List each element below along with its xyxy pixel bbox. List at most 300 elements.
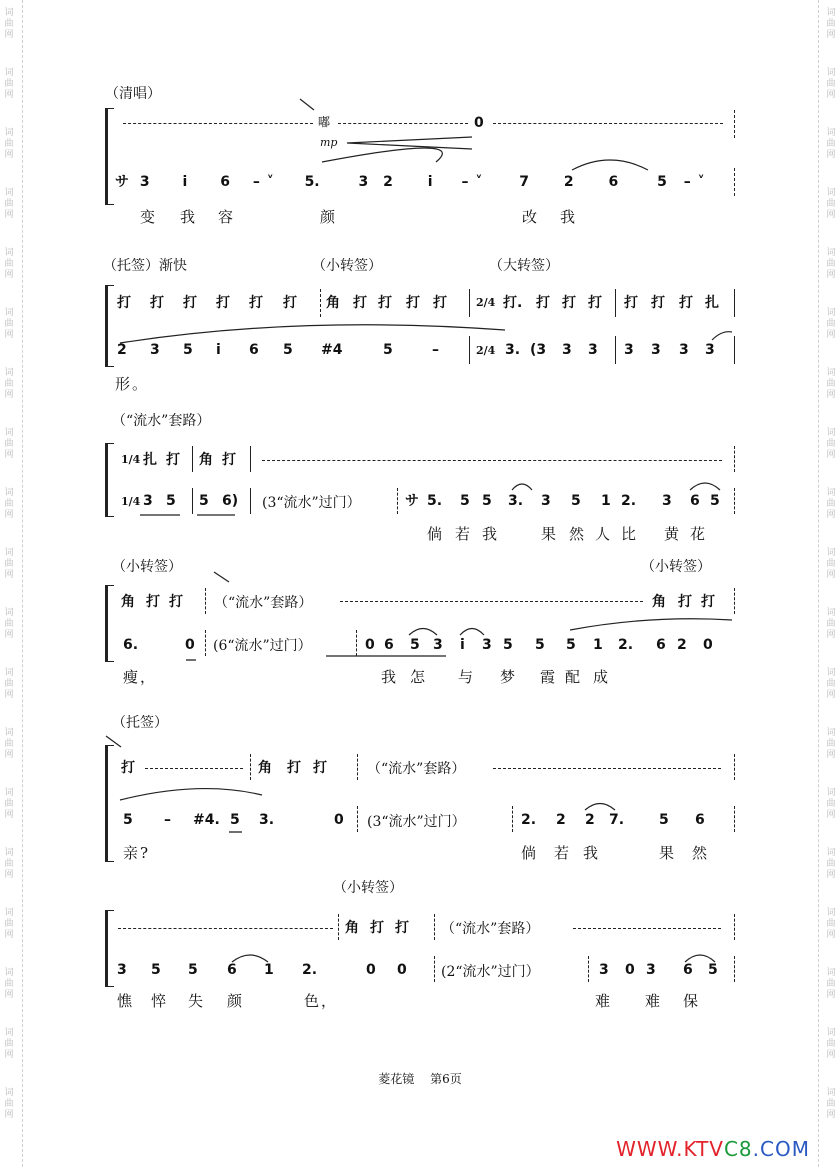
note: 5 [710,493,720,509]
note: 0 [365,637,375,653]
lyric: 花 [690,525,708,543]
interlude-label: (3“流水”过门） [367,814,466,830]
note: ˅ [697,174,705,190]
perc-note: 打 [249,295,263,311]
watermark-glyph: 曲 [4,499,14,509]
watermark-glyph: 网 [826,390,836,400]
watermark-glyph: 词 [4,128,14,138]
lyric: 瘦， [123,668,158,686]
watermark-glyph: 曲 [4,619,14,629]
perc-note: 打 [406,295,420,311]
watermark-glyph: 网 [826,750,836,760]
lyric: 怎 [410,668,428,686]
perc-note: 打 [433,295,447,311]
watermark-glyph: 曲 [826,19,836,29]
perc-note: 角 [199,452,213,468]
watermark-glyph: 词 [4,8,14,18]
watermark-glyph: 词 [826,728,836,738]
note: 3 [358,174,369,190]
section-label: （小转签） [112,559,182,575]
perc-pattern-label: （“流水”套路） [441,921,540,937]
note: 5 [183,342,193,358]
perc-note: 打 [588,295,602,311]
perc-note: 扎 [143,452,157,468]
watermark-glyph: 曲 [826,259,836,269]
note: 7 [519,174,529,190]
perc-note: 打 [287,760,301,776]
note: 0 [625,962,635,978]
time-signature: 2/4 [476,296,496,309]
perc-note: 打 [370,920,384,936]
watermark-glyph: 词 [4,728,14,738]
section-label: （大转签） [489,258,559,274]
slur [120,325,505,343]
note: 5 [566,637,576,653]
note: 2 [585,812,595,828]
watermark-glyph: 词 [826,428,836,438]
watermark-glyph: 网 [4,930,14,940]
note: サ [405,493,419,509]
perc-note: 角 [345,920,359,936]
watermark-glyph: 词 [4,788,14,798]
watermark-glyph: 网 [4,870,14,880]
perc-note: 打 [216,295,230,311]
watermark-glyph: 网 [4,450,14,460]
perc-note: 打 [395,920,409,936]
watermark-glyph: 词 [826,788,836,798]
note: – [252,174,260,190]
watermark-glyph: 网 [826,570,836,580]
watermark-glyph: 曲 [826,559,836,569]
note: 1 [264,962,274,978]
note: 5 [482,493,492,509]
perc-note: 打. [503,295,523,311]
lyric: 成 [593,668,611,686]
watermark-glyph: 网 [4,150,14,160]
note: 2 [556,812,566,828]
watermark-glyph: 词 [826,608,836,618]
arrow [106,736,121,747]
watermark-glyph: 网 [826,450,836,460]
note: 3 [143,493,153,509]
slur [232,955,268,962]
perc-note: 打 [121,760,135,776]
note: #4 [321,342,343,358]
watermark-glyph: 网 [4,330,14,340]
note: 2. [302,962,318,978]
note: 6 [249,342,259,358]
watermark-glyph: 曲 [826,919,836,929]
watermark-glyph: 词 [4,548,14,558]
watermark-glyph: 词 [826,248,836,258]
watermark-glyph: 词 [4,968,14,978]
watermark-glyph: 词 [4,428,14,438]
perc-note: 打 [678,594,692,610]
watermark-glyph: 曲 [4,1039,14,1049]
note: 5 [503,637,513,653]
lyric: 憔 [117,992,135,1010]
watermark-glyph: 曲 [4,259,14,269]
note: 5 [708,962,718,978]
lyric: 容 [218,208,236,226]
note: 0 [366,962,376,978]
note: 5 [283,342,293,358]
section-label: （“流水”套路） [112,413,211,429]
watermark-glyph: 曲 [4,379,14,389]
note: 6 [227,962,237,978]
watermark-glyph: 曲 [4,679,14,689]
perc-note: 打 [536,295,550,311]
watermark-glyph: 曲 [826,199,836,209]
arrow [300,99,314,110]
note: 2 [117,342,127,358]
lyric: 果 [659,844,677,862]
watermark-glyph: 网 [826,990,836,1000]
watermark-glyph: 网 [4,90,14,100]
watermark-glyph: 网 [826,630,836,640]
perc-note: 打 [701,594,715,610]
interlude-label: (2“流水”过门） [441,964,540,980]
note: – [432,342,439,358]
perc-note: 打 [651,295,665,311]
section-label: （小转签） [312,258,382,274]
watermark-glyph: 词 [826,968,836,978]
perc-note: 扎 [705,295,719,311]
lyric: 亲? [123,844,151,862]
watermark-glyph: 曲 [826,319,836,329]
watermark-glyph: 曲 [826,379,836,389]
watermark-glyph: 网 [826,330,836,340]
section-label: （清唱） [105,86,161,102]
watermark-glyph: 网 [826,30,836,40]
watermark-glyph: 网 [4,30,14,40]
note: 5 [199,493,209,509]
perc-note: 打 [562,295,576,311]
note: 3 [482,637,492,653]
note: 3 [646,962,656,978]
watermark-glyph: 曲 [826,1039,836,1049]
note: 5 [123,812,133,828]
note: 3. [505,342,521,358]
lyric: 果 [541,525,559,543]
lyric: 霞 [540,668,558,686]
watermark-glyph: 曲 [4,439,14,449]
lyric: 若 [554,844,572,862]
lyric: 梦 [500,668,518,686]
note: 2. [521,812,537,828]
lyric: 失 [188,992,206,1010]
watermark-glyph: 网 [826,1050,836,1060]
lyric: 难 [595,992,613,1010]
lyric: 保 [683,992,701,1010]
note: 3 [139,174,150,190]
note: 1 [593,637,603,653]
watermark-glyph: 网 [4,390,14,400]
watermark-glyph: 词 [826,8,836,18]
note: i [216,342,221,358]
time-signature: 2/4 [476,344,496,357]
note: 2 [563,174,574,190]
section-label: （托签）渐快 [103,258,187,274]
note: #4. [193,812,220,828]
note: 3 [433,637,443,653]
watermark-glyph: 词 [4,488,14,498]
note: ˅ [475,174,483,190]
lyric: 色， [304,992,339,1010]
lyric: 我 [180,208,198,226]
watermark-glyph: 曲 [4,319,14,329]
section-label: （小转签） [641,559,711,575]
section-label: （小转签） [333,880,403,896]
interlude-label: (6“流水”过门） [213,638,312,654]
watermark-glyph: 曲 [4,559,14,569]
note: i [427,174,433,190]
watermark-glyph: 曲 [826,439,836,449]
lyric: 倘 [427,525,445,543]
slur [460,629,484,636]
time-signature: 1/4 [121,453,141,466]
watermark-glyph: 词 [4,668,14,678]
note: 5 [151,962,161,978]
note: 6 [695,812,705,828]
perc-pattern-label: （“流水”套路） [214,595,313,611]
note: 5 [188,962,198,978]
watermark-glyph: 网 [826,1110,836,1120]
hairpin [347,137,472,149]
lyric: 然 [569,525,587,543]
watermark-glyph: 词 [4,1088,14,1098]
note: 6 [384,637,394,653]
watermark-glyph: 词 [4,248,14,258]
watermark-glyph: 曲 [826,679,836,689]
lyric: 若 [455,525,473,543]
watermark-glyph: 词 [4,848,14,858]
watermark-glyph: 词 [826,488,836,498]
lyric: 我 [583,844,601,862]
interlude-label: (3“流水”过门） [262,495,361,511]
watermark-glyph: 网 [826,210,836,220]
note: 5 [535,637,545,653]
note: 3 [705,342,715,358]
note: 0 [185,637,195,653]
watermark-glyph: 词 [4,1028,14,1038]
lyric: 颜 [227,992,245,1010]
lyric: 然 [692,844,710,862]
note: 5 [460,493,470,509]
watermark-glyph: 曲 [4,199,14,209]
lyric: 倘 [521,844,539,862]
watermark-glyph: 网 [826,810,836,820]
perc-note: 打 [166,452,180,468]
watermark-glyph: 词 [826,1028,836,1038]
note: 6) [222,493,239,509]
watermark-glyph: 曲 [826,799,836,809]
note: 5. [427,493,443,509]
note: i [460,637,465,653]
note: 0 [703,637,713,653]
note: 5. [304,174,320,190]
watermark-glyph: 词 [826,188,836,198]
note: ˅ [266,174,274,190]
lyric: 我 [482,525,500,543]
note: 1 [601,493,611,509]
perc-note: 打 [353,295,367,311]
watermark-glyph: 词 [4,908,14,918]
note: 2. [618,637,634,653]
watermark-glyph: 词 [4,188,14,198]
perc-note: 打 [624,295,638,311]
watermark-glyph: 曲 [826,859,836,869]
perc-note: 嘟 [318,115,331,129]
watermark-glyph: 网 [826,270,836,280]
watermark-glyph: 曲 [4,979,14,989]
note: – [164,812,171,828]
perc-note: 打 [679,295,693,311]
watermark-glyph: 词 [826,368,836,378]
perc-note: 打 [169,594,183,610]
note: 3 [562,342,572,358]
watermark-glyph: 词 [826,68,836,78]
note: (3 [530,342,547,358]
note: 3 [150,342,160,358]
watermark-glyph: 曲 [4,799,14,809]
note: 0 [397,962,407,978]
perc-note: 打 [150,295,164,311]
note: 6 [683,962,693,978]
watermark-glyph: 曲 [826,979,836,989]
slur [512,484,532,490]
watermark-glyph: 网 [826,690,836,700]
note: – [683,174,691,190]
watermark-glyph: 曲 [4,859,14,869]
watermark-glyph: 曲 [826,739,836,749]
perc-pattern-label: （“流水”套路） [367,761,466,777]
watermark-glyph: 网 [4,690,14,700]
song-title: 菱花镜 [378,1072,415,1086]
note: 3 [662,493,672,509]
watermark-glyph: 曲 [826,1099,836,1109]
lyric: 改 [522,208,540,226]
lyric: 变 [140,208,158,226]
watermark-glyph: 网 [4,510,14,520]
fermata-note: 0 [474,115,484,131]
watermark-glyph: 网 [4,570,14,580]
slur [585,804,615,811]
watermark-glyph: 词 [826,308,836,318]
watermark-glyph: 网 [4,630,14,640]
lyric: 我 [381,668,399,686]
watermark-glyph: 网 [826,510,836,520]
watermark-glyph: 词 [826,128,836,138]
note: 5 [166,493,176,509]
lyric: 颜 [320,208,338,226]
watermark-glyph: 词 [4,68,14,78]
note: 0 [334,812,344,828]
watermark-glyph: 词 [4,608,14,618]
watermark-glyph: 曲 [826,619,836,629]
dynamic-mark: mp [320,136,338,149]
lyric: 配 [565,668,583,686]
watermark-glyph: 网 [4,990,14,1000]
watermark-glyph: 网 [4,270,14,280]
lyric: 与 [458,668,476,686]
watermark-glyph: 曲 [826,139,836,149]
perc-note: 打 [283,295,297,311]
perc-note: 打 [313,760,327,776]
watermark-glyph: 词 [826,1088,836,1098]
watermark-glyph: 曲 [4,139,14,149]
note: 2 [677,637,687,653]
note: i [182,174,188,190]
watermark-glyph: 网 [826,870,836,880]
time-signature: 1/4 [121,495,141,508]
slur [570,619,732,630]
watermark-glyph: 词 [826,848,836,858]
note: 6. [123,637,139,653]
note: 5 [659,812,669,828]
perc-note: 角 [652,594,666,610]
note: 2 [383,174,393,190]
lyric: 我 [560,208,578,226]
slur [712,332,732,340]
slur [690,483,720,490]
watermark-glyph: 曲 [826,499,836,509]
watermark-glyph: 网 [826,150,836,160]
note: 3 [651,342,661,358]
lyric: 比 [621,525,639,543]
page-number: 第6页 [430,1072,462,1086]
note: 5 [383,342,393,358]
note: 7. [609,812,625,828]
watermark-glyph: 词 [4,368,14,378]
note: 6 [690,493,700,509]
slur [685,955,715,962]
note: 6 [220,174,230,190]
note: 3 [588,342,598,358]
watermark-glyph: 网 [4,810,14,820]
watermark-glyph: 网 [826,930,836,940]
note: 3 [117,962,127,978]
watermark-glyph: 曲 [4,79,14,89]
note: 2. [621,493,637,509]
note: – [461,174,469,190]
slur [409,629,437,636]
watermark-glyph: 曲 [4,919,14,929]
note: 3. [259,812,275,828]
lyric: 形。 [115,375,150,393]
slur [322,148,442,162]
lyric: 人 [595,525,613,543]
note: 6 [656,637,666,653]
perc-note: 打 [183,295,197,311]
note: サ [115,174,129,190]
watermark-glyph: 曲 [4,739,14,749]
watermark-glyph: 词 [826,908,836,918]
note: 3 [541,493,551,509]
note: 5 [230,812,240,828]
arrow [214,572,229,582]
note: 3 [599,962,609,978]
watermark-glyph: 网 [4,1110,14,1120]
watermark-glyph: 曲 [4,1099,14,1109]
perc-note: 打 [378,295,392,311]
note: 5 [410,637,420,653]
perc-note: 打 [117,295,131,311]
slur [572,160,648,170]
watermark-glyph: 词 [4,308,14,318]
watermark-glyph: 网 [4,1050,14,1060]
note: 3 [679,342,689,358]
